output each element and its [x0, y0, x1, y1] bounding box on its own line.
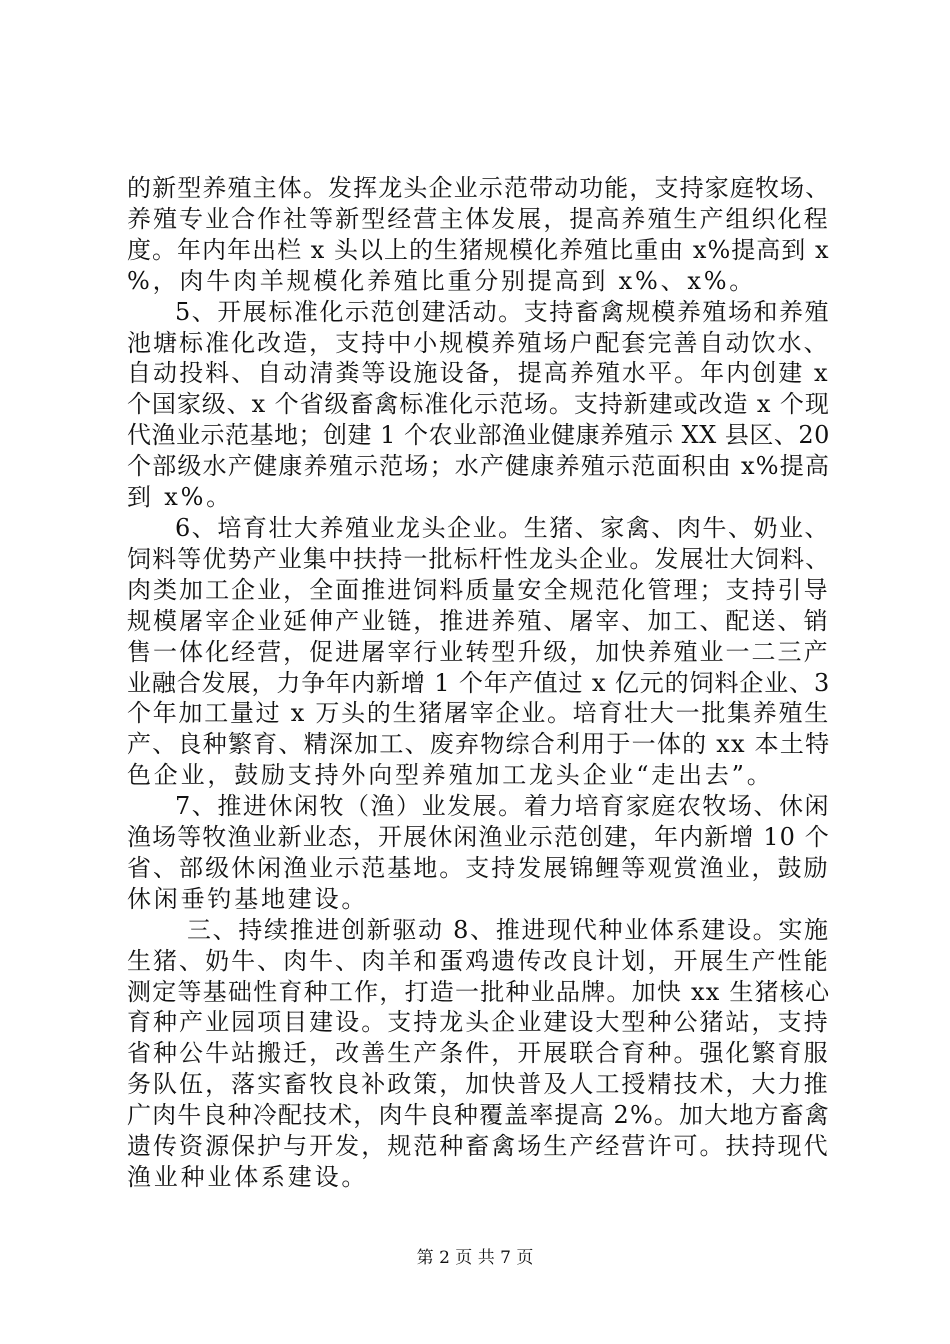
text-line-29: 省种公牛站搬迁，改善生产条件，开展联合育种。强化繁育服 — [127, 1039, 830, 1067]
text-line-18: 个年加工量过 x 万头的生猪屠宰企业。培育壮大一批集养殖生 — [127, 699, 830, 727]
text-line-6: 池塘标准化改造，支持中小规模养殖场户配套完善自动饮水、 — [127, 329, 830, 357]
text-line-1: 的新型养殖主体。发挥龙头企业示范带动功能，支持家庭牧场、 — [127, 174, 831, 202]
text-line-23: 省、部级休闲渔业示范基地。支持发展锦鲤等观赏渔业，鼓励 — [127, 854, 830, 882]
text-line-8: 个国家级、x 个省级畜禽标准化示范场。支持新建或改造 x 个现 — [127, 390, 830, 418]
text-line-4: %，肉牛肉羊规模化养殖比重分别提高到 x%、x%。 — [127, 267, 757, 295]
text-line-32: 遗传资源保护与开发，规范种畜禽场生产经营许可。扶持现代 — [127, 1132, 830, 1160]
text-line-3: 度。年内年出栏 x 头以上的生猪规模化养殖比重由 x%提高到 x — [127, 236, 830, 264]
text-line-24: 休闲垂钓基地建设。 — [127, 885, 369, 913]
text-line-28: 育种产业园项目建设。支持龙头企业建设大型种公猪站，支持 — [127, 1008, 830, 1036]
text-line-9: 代渔业示范基地；创建 1 个农业部渔业健康养殖示 XX 县区、20 — [127, 421, 830, 449]
text-line-2: 养殖专业合作社等新型经营主体发展，提高养殖生产组织化程 — [127, 205, 830, 233]
text-line-5: 5、开展标准化示范创建活动。支持畜禽规模养殖场和养殖 — [175, 298, 831, 326]
text-line-21: 7、推进休闲牧（渔）业发展。着力培育家庭农牧场、休闲 — [175, 792, 831, 820]
text-line-17: 业融合发展，力争年内新增 1 个年产值过 x 亿元的饲料企业、3 — [127, 669, 831, 697]
text-line-19: 产、良种繁育、精深加工、废弃物综合利用于一体的 xx 本土特 — [127, 730, 831, 758]
text-line-26: 生猪、奶牛、肉牛、肉羊和蛋鸡遗传改良计划，开展生产性能 — [127, 947, 830, 975]
text-line-13: 饲料等优势产业集中扶持一批标杆性龙头企业。发展壮大饲料、 — [127, 545, 831, 573]
text-line-15: 规模屠宰企业延伸产业链，推进养殖、屠宰、加工、配送、销 — [127, 607, 830, 635]
text-line-31: 广肉牛良种冷配技术，肉牛良种覆盖率提高 2%。加大地方畜禽 — [127, 1101, 830, 1129]
text-line-27: 测定等基础性育种工作，打造一批种业品牌。加快 xx 生猪核心 — [127, 978, 831, 1006]
text-line-33: 渔业种业体系建设。 — [127, 1163, 369, 1191]
text-line-22: 渔场等牧渔业新业态，开展休闲渔业示范创建，年内新增 10 个 — [127, 823, 830, 851]
text-line-12: 6、培育壮大养殖业龙头企业。生猪、家禽、肉牛、奶业、 — [175, 514, 831, 542]
text-line-14: 肉类加工企业，全面推进饲料质量安全规范化管理；支持引导 — [127, 576, 830, 604]
text-line-16: 售一体化经营，促进屠宰行业转型升级，加快养殖业一二三产 — [127, 638, 830, 666]
page-footer: 第 2 页 共 7 页 — [416, 1248, 534, 1268]
text-line-11: 到 x%。 — [127, 483, 233, 511]
text-line-25: 三、持续推进创新驱动 8、推进现代种业体系建设。实施 — [187, 916, 830, 944]
text-line-10: 个部级水产健康养殖示范场；水产健康养殖示范面积由 x%提高 — [127, 452, 831, 480]
text-line-20: 色企业，鼓励支持外向型养殖加工龙头企业“走出去”。 — [127, 761, 774, 789]
text-line-30: 务队伍，落实畜牧良补政策，加快普及人工授精技术，大力推 — [127, 1070, 830, 1098]
text-line-7: 自动投料、自动清粪等设施设备，提高养殖水平。年内创建 x — [127, 359, 830, 387]
